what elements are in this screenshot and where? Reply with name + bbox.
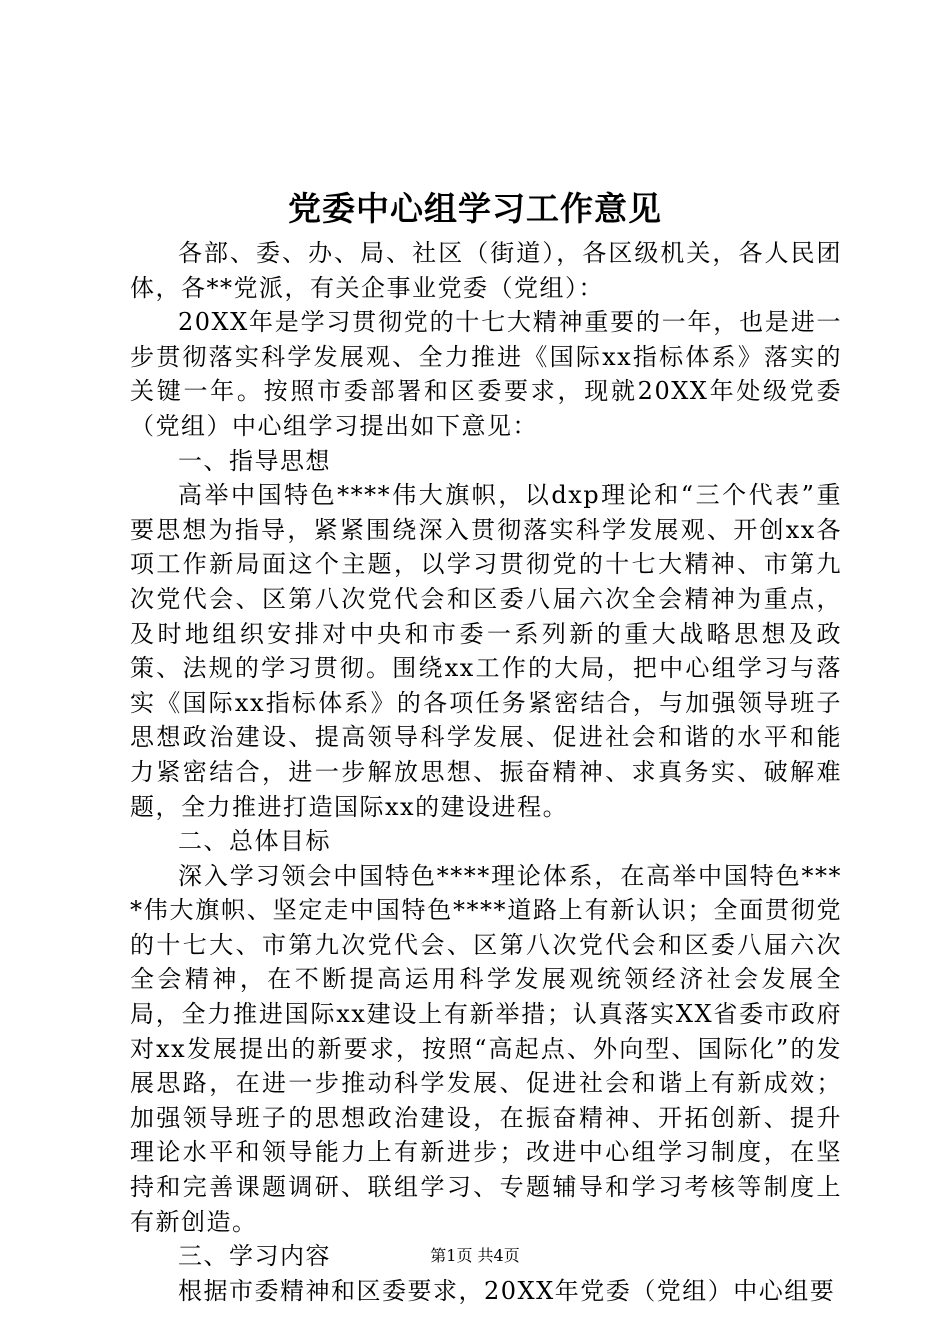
study-content-paragraph: 根据市委精神和区委要求，20XX年党委（党组）中心组要: [178, 1276, 836, 1305]
document-body: [130, 236, 842, 1308]
intro-paragraph: 20XX年是学习贯彻党的十七大精神重要的一年，也是进一步贯彻落实科学发展观、全力推进《国际xx指标体系》落实的关键一年。按照市委部署和区委要求，现就20XX年处级党委（党组）中心组学习提出如下意见：: [130, 308, 842, 440]
page-footer: 第1页 共4页: [430, 1246, 520, 1265]
section-heading-guiding-thought: 一、指导思想: [178, 446, 331, 475]
document-title: 党委中心组学习工作意见: [288, 189, 662, 228]
guiding-thought-paragraph: 高举中国特色****伟大旗帜，以dxp理论和“三个代表”重要思想为指导，紧紧围绕深入贯彻落实科学发展观、开创xx各项工作新局面这个主题，以学习贯彻党的十七大精神、市第九次党代会、区第八次党代会和区委八届六次全会精神为重点，及时地组织安排对中央和市委一系列新的重大战略思想及政策、法规的学习贯彻。围绕xx工作的大局，把中心组学习与落实《国际xx指标体系》的各项任务紧密结合，与加强领导班子思想政治建设、提高领导科学发展、促进社会和谐的水平和能力紧密结合，进一步解放思想、振奋精神、求真务实、破解难题，全力推进打造国际xx的建设进程。: [130, 481, 842, 821]
overall-goals-paragraph: 深入学习领会中国特色****理论体系，在高举中国特色****伟大旗帜、坚定走中国特色****道路上有新认识；全面贯彻党的十七大、市第九次党代会、区第八次党代会和区委八届六次全会精神，在不断提高运用科学发展观统领经济社会发展全局，全力推进国际xx建设上有新举措；认真落实XX省委市政府对xx发展提出的新要求，按照“高起点、外向型、国际化”的发展思路，在进一步推动科学发展、促进社会和谐上有新成效；加强领导班子的思想政治建设，在振奋精神、开拓创新、提升理论水平和领导能力上有新进步；改进中心组学习制度，在坚持和完善课题调研、联组学习、专题辅导和学习考核等制度上有新创造。: [130, 861, 842, 1236]
section-heading-study-content: 三、学习内容: [178, 1242, 331, 1271]
section-heading-overall-goals: 二、总体目标: [178, 827, 331, 856]
salutation-paragraph: 各部、委、办、局、社区（街道），各区级机关，各人民团体，各**党派，有关企事业党委（党组）：: [130, 239, 842, 302]
